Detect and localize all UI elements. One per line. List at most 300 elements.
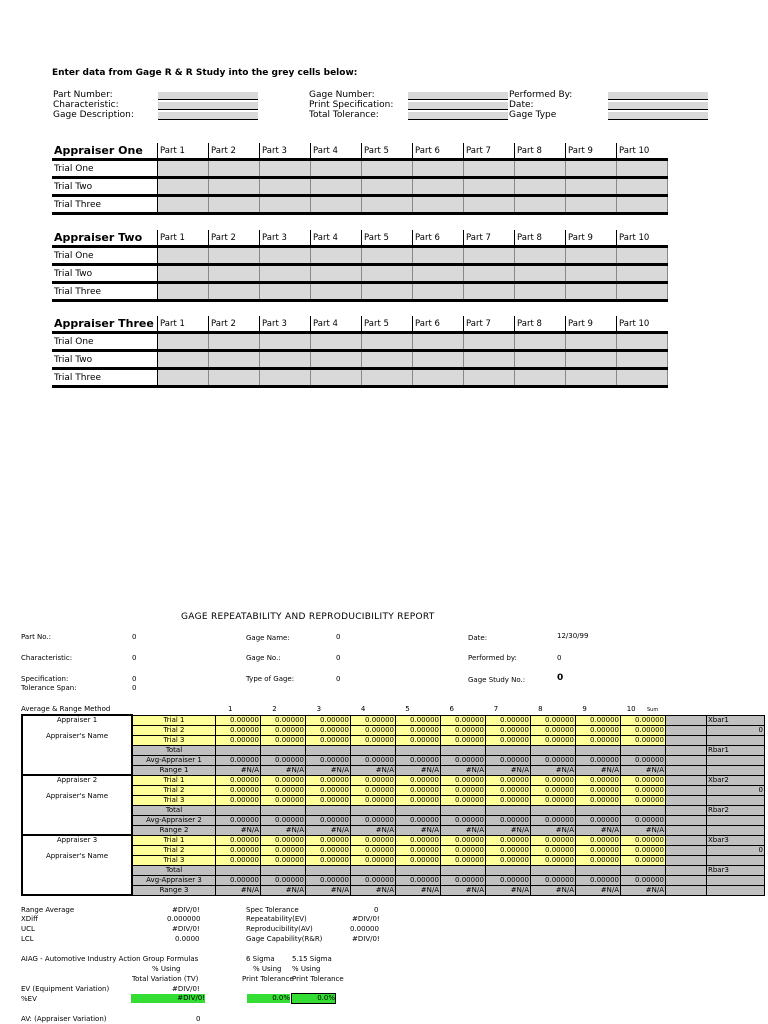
value-cell[interactable]: 0.00000 [216,785,261,795]
measurement-cell[interactable] [617,351,668,369]
empty-cell [707,855,765,865]
value-cell[interactable]: 0.00000 [216,875,261,885]
rbar-label: Rbar1 [707,745,765,755]
value-cell[interactable]: 0.00000 [531,855,576,865]
value-cell[interactable]: 0.00000 [396,855,441,865]
value-cell[interactable]: 0.00000 [216,795,261,805]
measurement-cell[interactable] [566,351,617,369]
value-cell[interactable]: 0.00000 [306,725,351,735]
value-cell[interactable]: 0.00000 [531,845,576,855]
empty-cell [707,875,765,885]
measurement-cell[interactable] [515,160,566,178]
value-cell[interactable]: 0.00000 [576,795,621,805]
field-label: Print Specification: [309,100,394,110]
value-cell[interactable]: #N/A [576,885,621,895]
value-cell[interactable]: #N/A [306,825,351,835]
measurement-cell[interactable] [158,196,209,214]
value-cell[interactable]: 0.00000 [396,715,441,725]
measurement-cell[interactable] [209,351,260,369]
value-cell[interactable]: 0.00000 [531,815,576,825]
measurement-cell[interactable] [311,283,362,301]
value-cell[interactable]: 0.00000 [396,755,441,765]
value-cell[interactable]: 0.00000 [486,855,531,865]
measurement-cell[interactable] [209,265,260,283]
field-input[interactable] [158,112,258,120]
measurement-cell[interactable] [260,178,311,196]
measurement-cell[interactable] [413,160,464,178]
measurement-cell[interactable] [515,351,566,369]
trial-label: Trial Two [52,351,158,369]
field-input[interactable] [408,102,508,110]
value-cell[interactable]: 0.00000 [441,875,486,885]
value-cell[interactable]: 0.00000 [306,845,351,855]
value-cell[interactable]: 0.00000 [531,835,576,845]
value-cell[interactable]: 0.00000 [531,795,576,805]
measurement-cell[interactable] [413,247,464,265]
measurement-cell[interactable] [158,178,209,196]
value-cell[interactable]: 0.00000 [486,775,531,785]
value-cell[interactable]: 0.00000 [486,715,531,725]
value-cell[interactable]: 0.00000 [306,795,351,805]
value-cell[interactable]: 0.00000 [486,845,531,855]
empty-cell [666,765,707,775]
grr-report-table [21,714,765,896]
measurement-cell[interactable] [311,196,362,214]
value-cell[interactable]: 0.00000 [621,725,666,735]
value-cell[interactable]: #N/A [531,825,576,835]
value-cell[interactable]: #N/A [486,825,531,835]
value-cell[interactable]: #N/A [261,885,306,895]
value-cell[interactable]: 0.00000 [396,815,441,825]
value-cell[interactable]: 0.00000 [486,785,531,795]
value-cell[interactable]: 0.00000 [486,735,531,745]
measurement-cell[interactable] [158,351,209,369]
measurement-cell[interactable] [260,333,311,351]
value-cell[interactable]: #N/A [441,765,486,775]
measurement-cell[interactable] [158,333,209,351]
value-cell[interactable]: 0.00000 [351,715,396,725]
appraiser-label: Appraiser 2 [56,776,98,784]
value-cell[interactable]: 0.00000 [216,845,261,855]
measurement-cell[interactable] [362,247,413,265]
part-header: Part 2 [209,230,260,247]
column-number: 1 [228,705,233,713]
value-cell[interactable]: 0.00000 [396,835,441,845]
measurement-cell[interactable] [413,265,464,283]
print-tolerance-label-1: Print Tolerance [242,975,294,983]
value-cell[interactable]: 0.00000 [351,845,396,855]
value-cell[interactable]: #N/A [261,765,306,775]
measurement-cell[interactable] [311,247,362,265]
value-cell[interactable]: 0.00000 [351,875,396,885]
measurement-cell[interactable] [515,283,566,301]
measurement-cell[interactable] [158,247,209,265]
value-cell[interactable]: 0.00000 [306,835,351,845]
measurement-cell[interactable] [311,351,362,369]
value-cell[interactable]: 0.00000 [306,755,351,765]
value-cell[interactable]: 0.00000 [576,815,621,825]
column-number: 8 [538,705,543,713]
spec-tolerance-label: Spec Tolerance [246,906,299,914]
value-cell[interactable]: 0.00000 [621,855,666,865]
measurement-cell[interactable] [413,351,464,369]
value-cell[interactable]: #N/A [576,825,621,835]
value-cell[interactable]: 0.00000 [486,875,531,885]
value-cell[interactable]: #N/A [621,885,666,895]
measurement-cell[interactable] [362,333,413,351]
measurement-cell[interactable] [566,283,617,301]
value-cell[interactable]: 0.00000 [396,785,441,795]
value-cell[interactable]: 0.00000 [621,815,666,825]
value-cell[interactable]: 0.00000 [261,795,306,805]
measurement-cell[interactable] [464,196,515,214]
value-cell[interactable]: 0.00000 [621,795,666,805]
value-cell[interactable]: 0.00000 [441,845,486,855]
value-cell[interactable]: #N/A [621,825,666,835]
value-cell[interactable]: 0.00000 [621,835,666,845]
value-cell[interactable]: #N/A [621,765,666,775]
measurement-cell[interactable] [515,178,566,196]
value-cell[interactable]: #N/A [396,765,441,775]
value-cell[interactable]: 0.00000 [351,735,396,745]
rbar-label: Rbar3 [707,865,765,875]
value-cell[interactable]: 0.00000 [396,875,441,885]
part-header: Part 8 [515,230,566,247]
measurement-cell[interactable] [260,369,311,387]
value-cell[interactable]: 0.00000 [216,775,261,785]
value-cell[interactable]: 0.00000 [441,715,486,725]
measurement-cell[interactable] [617,265,668,283]
measurement-cell[interactable] [362,283,413,301]
value-cell[interactable]: 0.00000 [396,775,441,785]
value-cell[interactable]: 0.00000 [261,835,306,845]
value-cell[interactable]: 0.00000 [621,735,666,745]
value-cell[interactable]: #N/A [531,885,576,895]
measurement-cell[interactable] [515,196,566,214]
six-sigma-label: 6 Sigma [246,955,275,963]
value-cell[interactable]: 0.00000 [531,875,576,885]
value-cell[interactable]: 0.00000 [306,785,351,795]
measurement-cell[interactable] [464,333,515,351]
field-input[interactable] [408,92,508,100]
value-cell[interactable]: #N/A [261,825,306,835]
part-header: Part 2 [209,316,260,333]
value-cell[interactable]: 0.00000 [576,735,621,745]
part-header: Part 9 [566,230,617,247]
empty-cell [707,765,765,775]
value-cell[interactable]: 0.00000 [486,835,531,845]
value-cell[interactable]: 0.00000 [441,815,486,825]
value-cell[interactable]: 0.00000 [576,775,621,785]
measurement-cell[interactable] [515,369,566,387]
measurement-cell[interactable] [464,160,515,178]
measurement-cell[interactable] [260,283,311,301]
value-cell[interactable]: 0.00000 [441,725,486,735]
value-cell[interactable]: 0.00000 [576,715,621,725]
value-cell[interactable]: #N/A [396,885,441,895]
avg-appraiser-label: Avg-Appraiser 2 [132,815,216,825]
value-cell[interactable]: 0.00000 [531,755,576,765]
field-input[interactable] [608,102,708,110]
value-cell[interactable]: 0.00000 [576,875,621,885]
measurement-cell[interactable] [311,160,362,178]
measurement-cell[interactable] [617,196,668,214]
measurement-cell[interactable] [464,178,515,196]
value-cell[interactable]: 0.00000 [216,855,261,865]
value-cell[interactable]: 0.00000 [441,755,486,765]
value-cell[interactable]: 0.00000 [261,775,306,785]
trial-row-label: Trial 1 [132,715,216,725]
value-cell[interactable]: 0.00000 [306,715,351,725]
measurement-cell[interactable] [566,247,617,265]
total-label: Total [132,865,216,875]
measurement-cell[interactable] [515,247,566,265]
value-cell[interactable]: 0.00000 [531,735,576,745]
value-cell[interactable]: 0.00000 [396,795,441,805]
measurement-cell[interactable] [362,369,413,387]
measurement-cell[interactable] [617,369,668,387]
empty-cell [441,865,486,875]
measurement-cell[interactable] [158,160,209,178]
measurement-cell[interactable] [209,283,260,301]
value-cell[interactable]: 0.00000 [261,785,306,795]
measurement-cell[interactable] [158,283,209,301]
field-input[interactable] [158,102,258,110]
measurement-cell[interactable] [617,178,668,196]
measurement-cell[interactable] [311,178,362,196]
measurement-cell[interactable] [260,196,311,214]
value-cell[interactable]: 0.00000 [576,725,621,735]
value-cell[interactable]: 0.00000 [531,715,576,725]
value-cell[interactable]: #N/A [351,885,396,895]
value-cell[interactable]: 0.00000 [216,815,261,825]
empty-cell [666,855,707,865]
value-cell[interactable]: 0.00000 [486,815,531,825]
value-cell[interactable]: 0.00000 [486,725,531,735]
value-cell[interactable]: 0.00000 [351,795,396,805]
measurement-cell[interactable] [311,265,362,283]
measurement-cell[interactable] [566,265,617,283]
column-number: 10 [626,705,636,713]
appraiser-block [22,775,132,835]
column-number: 7 [493,705,499,713]
measurement-cell[interactable] [413,283,464,301]
value-cell[interactable]: 0.00000 [396,735,441,745]
value-cell[interactable]: 0.00000 [531,785,576,795]
measurement-cell[interactable] [209,178,260,196]
value-cell[interactable]: #N/A [306,765,351,775]
value-cell[interactable]: 0.00000 [396,845,441,855]
measurement-cell[interactable] [464,283,515,301]
value-cell[interactable]: 0.00000 [441,855,486,865]
part-header: Part 10 [617,230,668,247]
measurement-cell[interactable] [260,247,311,265]
measurement-cell[interactable] [362,160,413,178]
value-cell[interactable]: 0.00000 [621,775,666,785]
value-cell[interactable]: 0.00000 [621,845,666,855]
measurement-cell[interactable] [413,178,464,196]
value-cell[interactable]: 0.00000 [621,755,666,765]
measurement-cell[interactable] [617,283,668,301]
measurement-cell[interactable] [617,247,668,265]
value-cell[interactable]: 0.00000 [351,815,396,825]
value-cell[interactable]: #N/A [216,885,261,895]
value-cell[interactable]: 0.00000 [216,725,261,735]
empty-cell [351,745,396,755]
value-cell[interactable]: 0.00000 [261,715,306,725]
value-cell[interactable]: 0.00000 [261,855,306,865]
value-cell[interactable]: #N/A [351,765,396,775]
field-input[interactable] [608,112,708,120]
empty-cell [486,805,531,815]
sum-cell [666,845,707,855]
measurement-cell[interactable] [566,196,617,214]
value-cell[interactable]: 0.00000 [441,735,486,745]
value-cell[interactable]: 0.00000 [621,785,666,795]
measurement-cell[interactable] [413,369,464,387]
value-cell[interactable]: 0.00000 [306,775,351,785]
empty-cell [621,745,666,755]
value-cell[interactable]: 0.00000 [621,715,666,725]
pct-ev-6sigma: 0.0% [247,994,290,1003]
value-cell[interactable]: 0.00000 [261,725,306,735]
value-cell[interactable]: 0.00000 [486,795,531,805]
value-cell[interactable]: 0.00000 [351,785,396,795]
value-cell[interactable]: 0.00000 [576,845,621,855]
measurement-cell[interactable] [311,369,362,387]
value-cell[interactable]: 0.00000 [261,735,306,745]
trial-row-label: Trial 2 [132,845,216,855]
measurement-cell[interactable] [362,196,413,214]
empty-cell [666,745,707,755]
measurement-cell[interactable] [566,178,617,196]
value-cell[interactable]: #N/A [441,825,486,835]
total-label: Total [132,805,216,815]
measurement-cell[interactable] [464,369,515,387]
value-cell[interactable]: 0.00000 [576,755,621,765]
av-value: 0 [196,1015,201,1023]
measurement-cell[interactable] [209,333,260,351]
value-cell[interactable]: 0.00000 [261,875,306,885]
value-cell[interactable]: 0.00000 [306,735,351,745]
part-header: Part 5 [362,230,413,247]
measurement-cell[interactable] [158,369,209,387]
pct-ev-515sigma: 0.0% [291,993,336,1004]
measurement-cell[interactable] [209,160,260,178]
value-cell[interactable]: 0.00000 [351,855,396,865]
measurement-cell[interactable] [158,265,209,283]
value-cell[interactable]: #N/A [441,885,486,895]
measurement-cell[interactable] [260,265,311,283]
measurement-cell[interactable] [515,333,566,351]
value-cell[interactable]: 0.00000 [396,725,441,735]
value-cell[interactable]: 0.00000 [261,755,306,765]
value-cell[interactable]: #N/A [216,825,261,835]
empty-cell [621,865,666,875]
appraiser-label: Appraiser 1 [56,716,98,724]
part-header: Part 4 [311,316,362,333]
measurement-cell[interactable] [209,196,260,214]
value-cell[interactable]: #N/A [351,825,396,835]
measurement-cell[interactable] [209,247,260,265]
value-cell[interactable]: 0.00000 [441,835,486,845]
measurement-cell[interactable] [362,178,413,196]
value-cell[interactable]: 0.00000 [216,835,261,845]
part-no-label: Part No.: [21,633,52,641]
value-cell[interactable]: 0.00000 [216,715,261,725]
measurement-cell[interactable] [464,247,515,265]
trial-label: Trial One [52,160,158,178]
value-cell[interactable]: 0.00000 [306,855,351,865]
value-cell[interactable]: 0.00000 [531,725,576,735]
measurement-cell[interactable] [260,351,311,369]
value-cell[interactable]: 0.00000 [441,785,486,795]
measurement-cell[interactable] [515,265,566,283]
measurement-cell[interactable] [566,160,617,178]
value-cell[interactable]: 0.00000 [486,755,531,765]
measurement-cell[interactable] [209,369,260,387]
measurement-cell[interactable] [566,369,617,387]
measurement-cell[interactable] [464,265,515,283]
part-header: Part 1 [158,230,209,247]
value-cell[interactable]: 0.00000 [216,735,261,745]
value-cell[interactable]: 0.00000 [306,815,351,825]
value-cell[interactable]: 0.00000 [261,815,306,825]
measurement-cell[interactable] [362,265,413,283]
value-cell[interactable]: 0.00000 [576,855,621,865]
value-cell[interactable]: 0.00000 [351,835,396,845]
report-title: GAGE REPEATABILITY AND REPRODUCIBILITY REPORT [181,612,435,622]
value-cell[interactable]: 0.00000 [441,775,486,785]
field-input[interactable] [408,112,508,120]
measurement-cell[interactable] [413,333,464,351]
value-cell[interactable]: #N/A [306,885,351,895]
measurement-cell[interactable] [617,160,668,178]
measurement-cell[interactable] [413,196,464,214]
value-cell[interactable]: 0.00000 [351,725,396,735]
column-number: 9 [582,705,587,713]
value-cell[interactable]: 0.00000 [576,785,621,795]
trial-label: Trial One [52,333,158,351]
value-cell[interactable]: #N/A [576,765,621,775]
value-cell[interactable]: 0.00000 [351,775,396,785]
value-cell[interactable]: 0.00000 [351,755,396,765]
value-cell[interactable]: #N/A [486,765,531,775]
value-cell[interactable]: 0.00000 [306,875,351,885]
appraiser-entry-table [52,316,668,388]
measurement-cell[interactable] [311,333,362,351]
value-cell[interactable]: #N/A [531,765,576,775]
measurement-cell[interactable] [260,160,311,178]
field-input[interactable] [608,92,708,100]
field-input[interactable] [158,92,258,100]
value-cell[interactable]: 0.00000 [261,845,306,855]
value-cell[interactable]: 0.00000 [531,775,576,785]
measurement-cell[interactable] [362,351,413,369]
measurement-cell[interactable] [464,351,515,369]
measurement-cell[interactable] [617,333,668,351]
value-cell[interactable]: #N/A [396,825,441,835]
tolerance-span-value: 0 [132,684,137,692]
value-cell[interactable]: 0.00000 [216,755,261,765]
value-cell[interactable]: #N/A [486,885,531,895]
value-cell[interactable]: 0.00000 [441,795,486,805]
measurement-cell[interactable] [566,333,617,351]
value-cell[interactable]: 0.00000 [576,835,621,845]
empty-cell [666,865,707,875]
value-cell[interactable]: #N/A [216,765,261,775]
value-cell[interactable]: 0.00000 [621,875,666,885]
